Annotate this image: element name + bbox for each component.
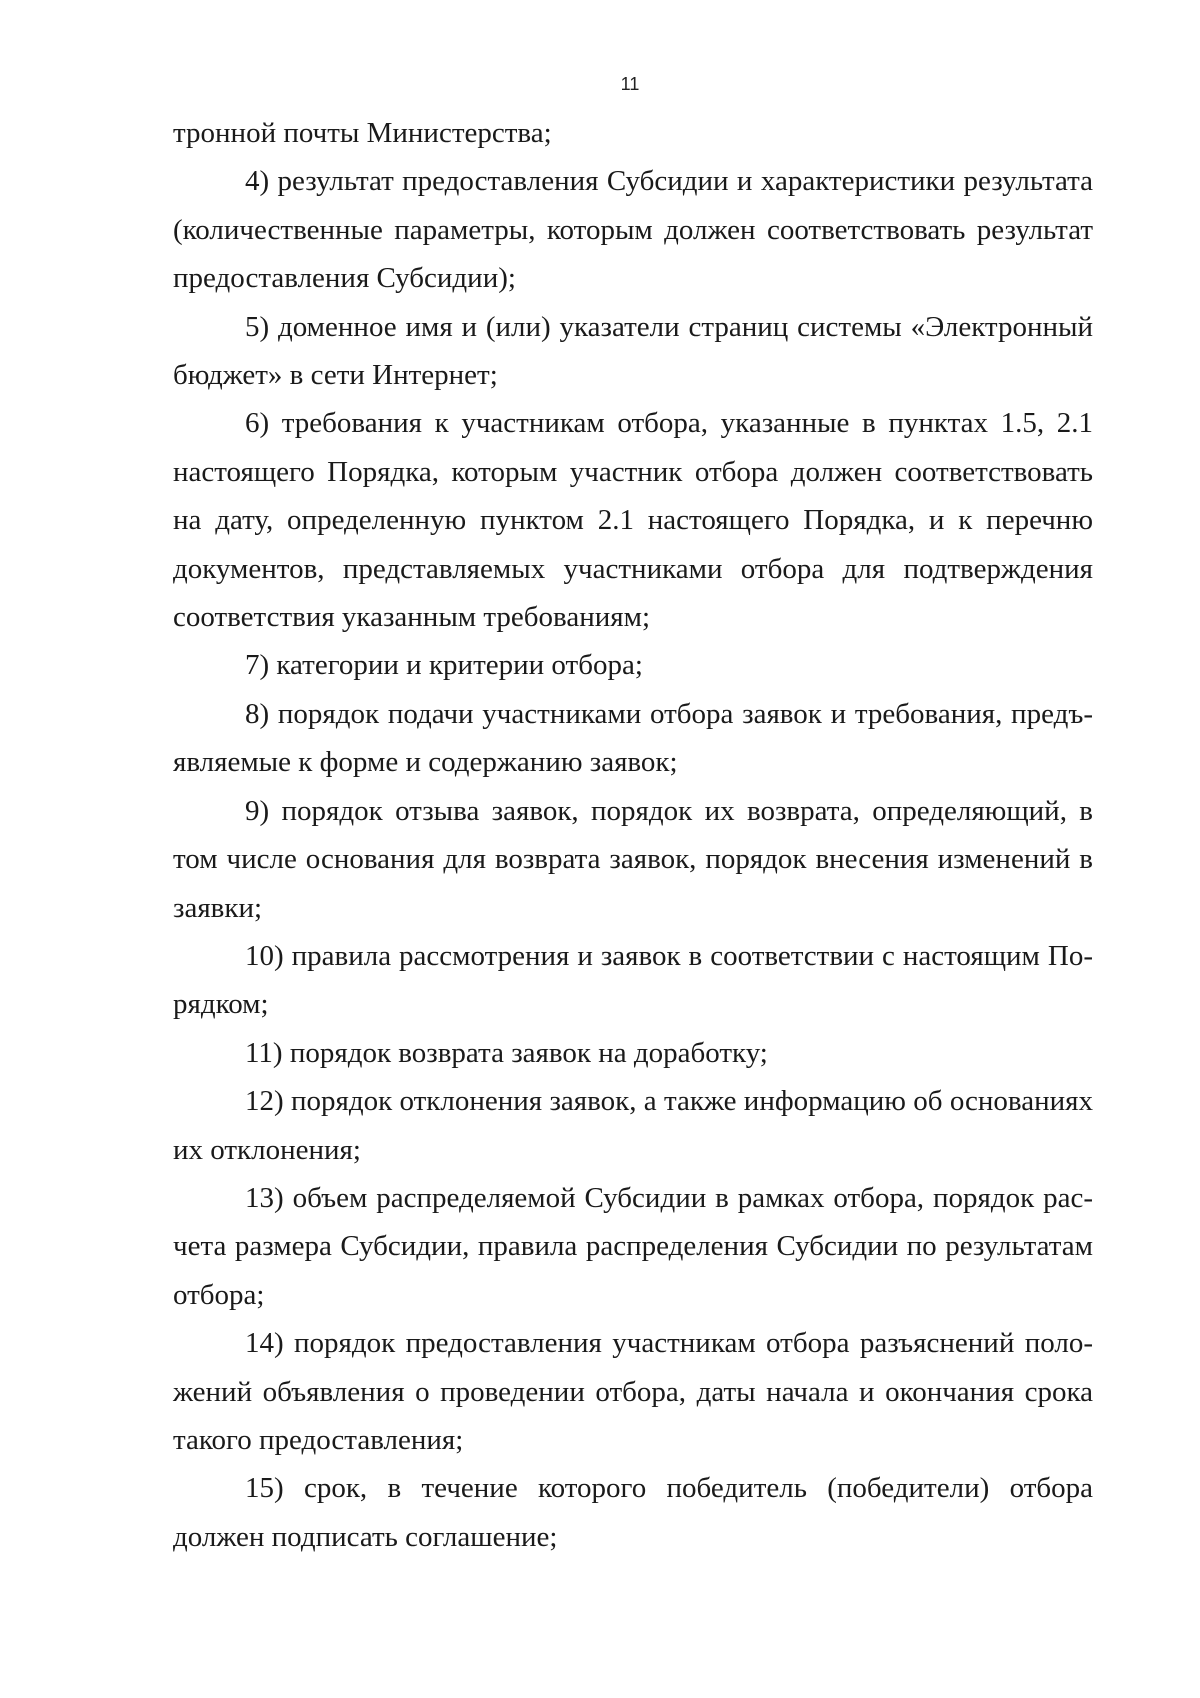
paragraph-item-10: 10) правила рассмотрения и заявок в соответствии с настоящим Порядком; [173,939,1093,1021]
paragraph-item-11: 11) порядок возврата заявок на доработку; [245,1036,768,1069]
document-body [173,109,1093,1561]
paragraph-item-13: 13) объем распределяемой Субсидии в рамках отбора, порядок расчета размера Субсидии, правила распределения Субсидии по результатам отбора; [173,1181,1093,1311]
paragraph-item-6: 6) требования к участникам отбора, указанные в пунктах 1.5, 2.1 настоящего Порядка, которым участник отбора должен соответствовать на дату, определенную пунктом 2.1 настоящего Порядка, и к перечню документов, представляемых участниками отбора для подтверждения соответствия указанным требованиям; [173,407,1093,634]
paragraph-item-8: 8) порядок подачи участниками отбора заявок и требования, предъявляемые к форме и содержанию заявок; [173,697,1093,779]
paragraph-item-9: 9) порядок отзыва заявок, порядок их возврата, определяющий, в том числе основания для возврата заявок, порядок внесения изменений в заявки; [173,794,1093,924]
paragraph-item-12: 12) порядок отклонения заявок, а также информацию об основаниях их отклонения; [173,1085,1093,1166]
paragraph-item-5: 5) доменное имя и (или) указатели страниц системы «Электронный бюджет» в сети Интернет; [173,310,1093,392]
paragraph-item-14: 14) порядок предоставления участникам отбора разъяснений положений объявления о проведении отбора, даты начала и окончания срока такого предоставления; [173,1327,1093,1456]
paragraph-item-7: 7) категории и критерии отбора; [245,649,643,682]
paragraph-item-4: 4) результат предоставления Субсидии и характеристики результата (количественные параметры, которым должен соответствовать результат предоставления Субсидии); [173,165,1093,295]
paragraph-item-15: 15) срок, в течение которого победитель (победители) отбора должен подписать соглашение; [173,1472,1093,1553]
page-number: 11 [620,74,640,94]
paragraph-continuation: тронной почты Министерства; [173,117,552,149]
